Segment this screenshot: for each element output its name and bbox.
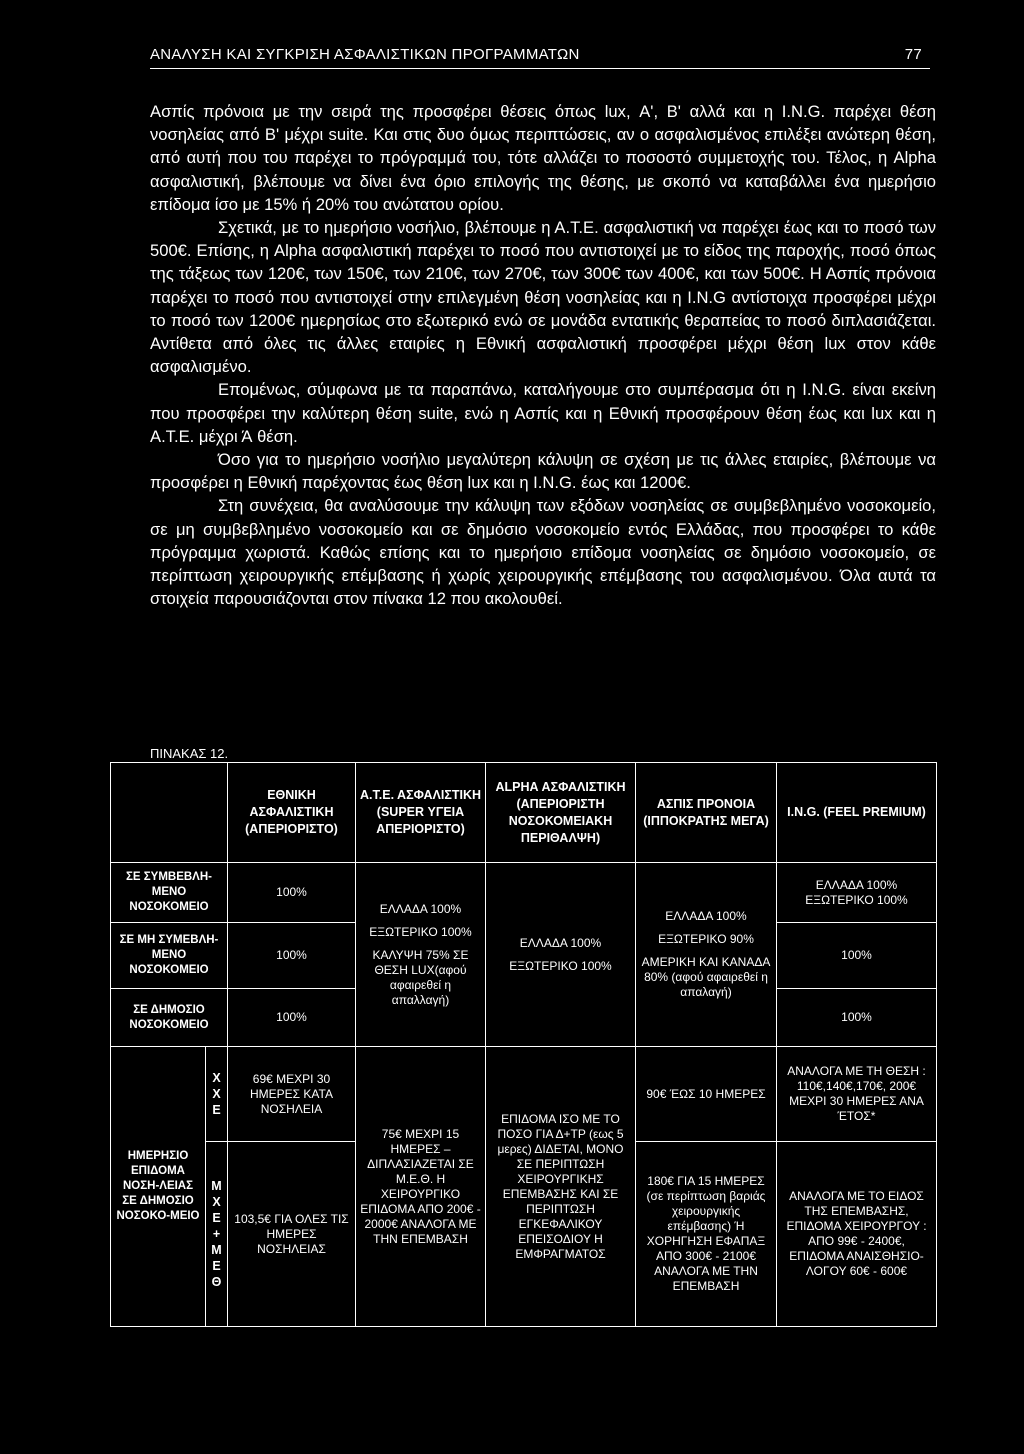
col-header-ing: I.N.G. (FEEL PREMIUM) bbox=[777, 763, 937, 863]
body-text bbox=[150, 100, 936, 610]
ing-daily-no-surgery: ΑΝΑΛΟΓΑ ΜΕ ΤΗ ΘΕΣΗ : 110€,140€,170€, 200€ ΜΕΧΡΙ 30 ΗΜΕΡΕΣ ΑΝΑ ΈΤΟΣ* bbox=[777, 1047, 937, 1142]
col-header-alpha: ALPHA ΑΣΦΑΛΙΣΤΙΚΗ (ΑΠΕΡΙΟΡΙΣΤΗ ΝΟΣΟΚΟΜΕΙΑΚΗ ΠΕΡΙΘΑΛΨΗ) bbox=[486, 763, 636, 863]
ethniki-daily-surgery: 103,5€ ΓΙΑ ΟΛΕΣ ΤΙΣ ΗΜΕΡΕΣ ΝΟΣΗΛΕΙΑΣ bbox=[228, 1142, 356, 1327]
ate-daily: 75€ ΜΕΧΡΙ 15 ΗΜΕΡΕΣ – ΔΙΠΛΑΣΙΑΖΕΤΑΙ ΣΕ Μ.Ε.Θ. Η ΧΕΙΡΟΥΡΓΙΚΟ ΕΠΙΔΟΜΑ ΑΠΟ 200€ - 2000€ ΑΝΑΛΟΓΑ ΜΕ ΤΗΝ ΕΠΕΜΒΑΣΗ bbox=[356, 1047, 486, 1327]
paragraph: Σχετικά, με το ημερήσιο νοσήλιο, βλέπουμε η Α.Τ.Ε. ασφαλιστική να παρέχει έως και το ποσό των 500€. Επίσης, η Alpha ασφαλιστική παρέχει το ποσό που αντιστοιχεί με το είδος της παροχής, ποσό όπως της τάξεως των 120€, των 150€, των 210€, των 270€, των 300€ των 400€, και των 500€. Η Ασπίς πρόνοια παρέχει το ποσό που αντιστοιχεί στην επιλεγμένη θέση νοσηλείας και η I.N.G αντίστοιχα προσφέρει μέχρι το ποσό των 1200€ ημερησίως στο εξωτερικό ενώ σε μονάδα εντατικής θεραπείας το ποσό διπλασιάζεται. Αντίθετα από όλες τις άλλες εταιρίες η Εθνική ασφαλιστική προσφέρει μέχρι θέση lux στον κάθε ασφαλισμένο. bbox=[150, 218, 936, 377]
ing-contracted: ΕΛΛΑΔΑ 100% ΕΞΩΤΕΡΙΚΟ 100% bbox=[777, 863, 937, 923]
ing-public: 100% bbox=[777, 989, 937, 1047]
page-header bbox=[150, 44, 930, 69]
paragraph: Επομένως, σύμφωνα με τα παραπάνω, καταλήγουμε στο συμπέρασμα ότι η I.N.G. είναι εκείνη που προσφέρει την καλύτερη θέση suite, ενώ η Ασπίς και η Εθνική προσφέρουν θέση έως και lux και η Α.Τ.Ε. μέχρι Ά θέση. bbox=[150, 380, 936, 446]
table-row bbox=[111, 863, 937, 923]
table-header-row bbox=[111, 763, 937, 863]
header-title: ΑΝΑΛΥΣΗ ΚΑΙ ΣΥΓΚΡΙΣΗ ΑΣΦΑΛΙΣΤΙΚΩΝ ΠΡΟΓΡΑΜΜΑΤΩΝ bbox=[150, 46, 580, 63]
alpha-line1: ΕΛΛΑΔΑ 100% bbox=[519, 935, 602, 950]
ethniki-public: 100% bbox=[228, 989, 356, 1047]
aspis-daily-surgery: 180€ ΓΙΑ 15 ΗΜΕΡΕΣ (σε περίπτωση βαριάς χειρουργικής επέμβασης) Ή ΧΟΡΗΓΗΣΗ ΕΦΑΠΑΞ ΑΠΟ 300€ - 2100€ ΑΝΑΛΟΓΑ ΜΕ ΤΗΝ ΕΠΕΜΒΑΣΗ bbox=[636, 1142, 777, 1327]
corner-cell bbox=[111, 763, 228, 863]
ethniki-non-contracted: 100% bbox=[228, 923, 356, 989]
row-label-contracted: ΣΕ ΣΥΜΒΕΒΛΗ-ΜΕΝΟ ΝΟΣΟΚΟΜΕΙΟ bbox=[111, 863, 228, 923]
row-label-non-contracted: ΣΕ ΜΗ ΣΥΜΕΒΛΗ-ΜΕΝΟ ΝΟΣΟΚΟΜΕΙΟ bbox=[111, 923, 228, 989]
ate-line2: ΕΞΩΤΕΡΙΚΟ 100% bbox=[369, 924, 472, 939]
ing-daily-surgery: ΑΝΑΛΟΓΑ ΜΕ ΤΟ ΕΙΔΟΣ ΤΗΣ ΕΠΕΜΒΑΣΗΣ, ΕΠΙΔΟΜΑ ΧΕΙΡΟΥΡΓΟΥ : ΑΠΟ 99€ - 2400€, ΕΠΙΔΟΜΑ ΑΝΑΙΣΘΗΣΙΟ-ΛΟΓΟΥ 60€ - 600€ bbox=[777, 1142, 937, 1327]
alpha-daily: ΕΠΙΔΟΜΑ ΙΣΟ ΜΕ ΤΟ ΠΟΣΟ ΓΙΑ Δ+ΤΡ (εως 5 μερες) ΔΙΔΕΤΑΙ, ΜΟΝΟ ΣΕ ΠΕΡΙΠΤΩΣΗ ΧΕΙΡΟΥΡΓΙΚΗΣ ΕΠΕΜΒΑΣΗΣ ΚΑΙ ΣΕ ΠΕΡΙΠΤΩΣΗ ΕΓΚΕΦΑΛΙΚΟΥ ΕΠΕΙΣΟΔΙΟΥ Η ΕΜΦΡΑΓΜΑΤΟΣ bbox=[486, 1047, 636, 1327]
alpha-line2: ΕΞΩΤΕΡΙΚΟ 100% bbox=[509, 958, 612, 973]
ate-line1: ΕΛΛΑΔΑ 100% bbox=[379, 901, 462, 916]
letters-no-surgery: Χ Χ Ε bbox=[206, 1047, 228, 1142]
comparison-table bbox=[110, 762, 937, 1327]
alpha-hospital-cell bbox=[486, 863, 636, 1047]
ethniki-contracted: 100% bbox=[228, 863, 356, 923]
row-label-public: ΣΕ ΔΗΜΟΣΙΟ ΝΟΣΟΚΟΜΕΙΟ bbox=[111, 989, 228, 1047]
paragraph: Στη συνέχεια, θα αναλύσουμε την κάλυψη των εξόδων νοσηλείας σε συμβεβλημένο νοσοκομείο, σε μη συμβεβλημένο νοσοκομείο και σε δημόσιο νοσοκομείο εντός Ελλάδας, που προσφέρει το κάθε πρόγραμμα χωριστά. Καθώς επίσης και το ημερήσιο επίδομα νοσηλείας σε δημόσιο νοσοκομείο, σε περίπτωση χειρουργικής επέμβασης ή χωρίς χειρουργικής επέμβασης του ασφαλισμένου. Όλα αυτά τα στοιχεία παρουσιάζονται στον πίνακα 12 που ακολουθεί. bbox=[150, 496, 936, 609]
aspis-hospital-cell bbox=[636, 863, 777, 1047]
paragraph: Όσο για το ημερήσιο νοσήλιο μεγαλύτερη κάλυψη σε σχέση με τις άλλες εταιρίες, βλέπουμε να προσφέρει η Εθνική παρέχοντας έως θέση lux και η I.N.G. έως και 1200€. bbox=[150, 450, 936, 493]
ate-hospital-cell bbox=[356, 863, 486, 1047]
ate-line3: ΚΑΛΥΨΗ 75% ΣΕ ΘΕΣΗ LUX(αφού αφαιρεθεί η απαλλαγή) bbox=[372, 947, 469, 1007]
table-caption: ΠΙΝΑΚΑΣ 12. bbox=[150, 746, 229, 761]
aspis-line1: ΕΛΛΑΔΑ 100% bbox=[665, 909, 747, 923]
row-label-daily: ΗΜΕΡΗΣΙΟ ΕΠΙΔΟΜΑ ΝΟΣΗ-ΛΕΙΑΣ ΣΕ ΔΗΜΟΣΙΟ ΝΟΣΟΚΟ-ΜΕΙΟ bbox=[111, 1047, 206, 1327]
paragraph: Ασπίς πρόνοια με την σειρά της προσφέρει θέσεις όπως lux, Α', Β' αλλά και η I.N.G. παρέχει θέση νοσηλείας από Β' μέχρι suite. Και στις δυο όμως περιπτώσεις, αν ο ασφαλισμένος επιλέξει ανώτερη θέση, από αυτή που του παρέχει το πρόγραμμά του, τότε αλλάζει το ποσοστό συμμετοχής του. Τέλος, η Alpha ασφαλιστική, βλέπουμε να δίνει ένα όριο επιλογής της θέσης, με σκοπό να καταβάλλει ένα ημερήσιο επίδομα ίσο με 15% ή 20% του ανώτατου ορίου. bbox=[150, 102, 936, 214]
ethniki-daily-no-surgery: 69€ ΜΕΧΡΙ 30 ΗΜΕΡΕΣ ΚΑΤΑ ΝΟΣΗΛΕΙΑ bbox=[228, 1047, 356, 1142]
aspis-daily-no-surgery: 90€ ΈΩΣ 10 ΗΜΕΡΕΣ bbox=[636, 1047, 777, 1142]
col-header-ethniki: ΕΘΝΙΚΗ ΑΣΦΑΛΙΣΤΙΚΗ (ΑΠΕΡΙΟΡΙΣΤΟ) bbox=[228, 763, 356, 863]
col-header-aspis: ΑΣΠΙΣ ΠΡΟΝΟΙΑ (ΙΠΠΟΚΡΑΤΗΣ ΜΕΓΑ) bbox=[636, 763, 777, 863]
table-row bbox=[111, 1047, 937, 1142]
col-header-ate: Α.Τ.Ε. ΑΣΦΑΛΙΣΤΙΚΗ (SUPER ΥΓΕΙΑ ΑΠΕΡΙΟΡΙΣΤΟ) bbox=[356, 763, 486, 863]
page-number: 77 bbox=[904, 46, 922, 63]
ing-non-contracted: 100% bbox=[777, 923, 937, 989]
aspis-line2: ΕΞΩΤΕΡΙΚΟ 90% bbox=[658, 932, 754, 946]
aspis-line3: ΑΜΕΡΙΚΗ ΚΑΙ ΚΑΝΑΔΑ 80% (αφού αφαιρεθεί η απαλαγή) bbox=[641, 955, 771, 999]
letters-surgery: Μ Χ Ε + Μ Ε Θ bbox=[206, 1142, 228, 1327]
